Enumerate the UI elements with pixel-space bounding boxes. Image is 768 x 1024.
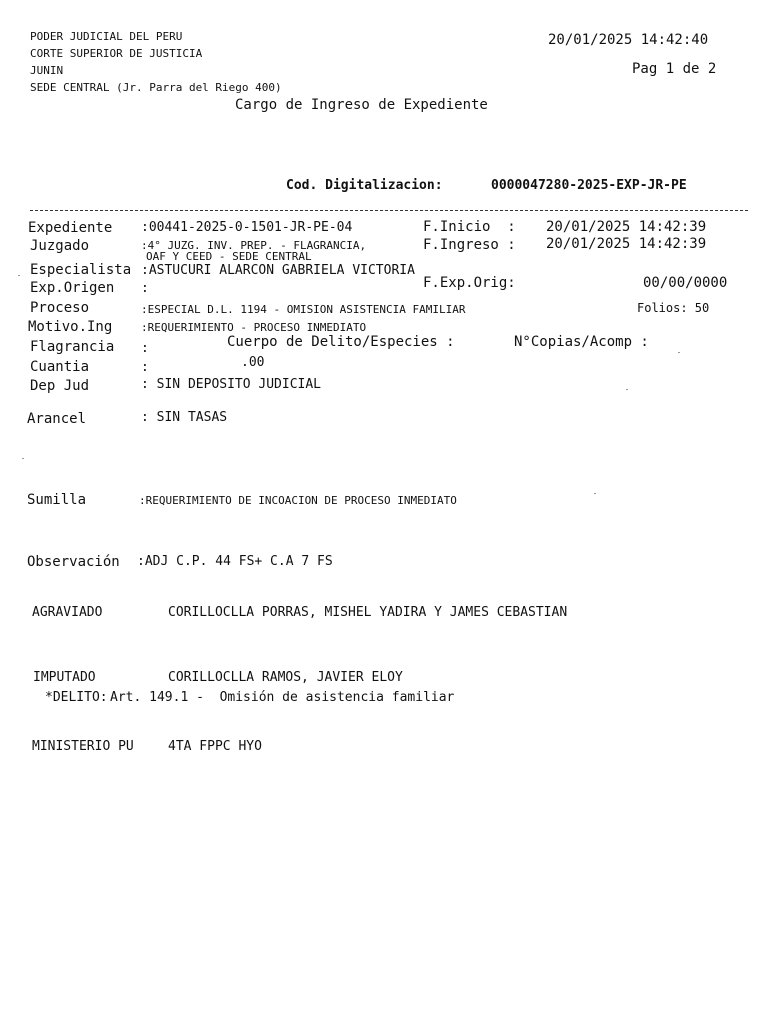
f-exp-orig-label: F.Exp.Orig: [423, 275, 516, 291]
f-exp-orig-value: 00/00/0000 [643, 275, 728, 291]
digitalizacion-value: 0000047280-2025-EXP-JR-PE [491, 178, 687, 193]
juzgado-label: Juzgado [30, 238, 90, 254]
cuerpo-delito-label: Cuerpo de Delito/Especies : [227, 334, 455, 350]
separator-line [30, 210, 748, 211]
motivo-ing-label: Motivo.Ing [28, 319, 113, 335]
delito-value: Art. 149.1 - Omisión de asistencia familiar [110, 690, 455, 705]
juzgado-value: :4° JUZG. INV. PREP. - FLAGRANCIA, [141, 239, 367, 252]
print-datetime: 20/01/2025 14:42:40 [548, 32, 709, 48]
delito-label: *DELITO: [45, 690, 108, 705]
exp-origen-label: Exp.Origen [30, 280, 115, 296]
cuantia-label: Cuantia [30, 359, 90, 375]
sumilla-value: :REQUERIMIENTO DE INCOACION DE PROCESO INMEDIATO [139, 494, 457, 507]
f-ingreso-value: 20/01/2025 14:42:39 [546, 236, 707, 252]
proceso-label: Proceso [30, 300, 90, 316]
flagrancia-value: : [141, 341, 149, 356]
imputado-value: CORILLOCLLA RAMOS, JAVIER ELOY [168, 670, 403, 685]
agraviado-label: AGRAVIADO [32, 605, 103, 620]
f-inicio-value: 20/01/2025 14:42:39 [546, 219, 707, 235]
imputado-label: IMPUTADO [33, 670, 96, 685]
scan-speck [626, 389, 628, 390]
expediente-value: :00441-2025-0-1501-JR-PE-04 [141, 220, 353, 235]
dep-jud-label: Dep Jud [30, 378, 90, 394]
juzgado-value-2: OAF Y CEED - SEDE CENTRAL [146, 250, 312, 263]
digitalizacion-label: Cod. Digitalizacion: [286, 178, 443, 193]
scan-speck [678, 352, 680, 353]
org-line-4: SEDE CENTRAL (Jr. Parra del Riego 400) [30, 81, 282, 94]
scan-speck [18, 275, 20, 276]
folios: Folios: 50 [637, 301, 710, 315]
cuantia-value: .00 [241, 355, 265, 370]
proceso-value: :ESPECIAL D.L. 1194 - OMISION ASISTENCIA FAMILIAR [141, 303, 466, 316]
arancel-label: Arancel [27, 411, 87, 427]
observacion-value: :ADJ C.P. 44 FS+ C.A 7 FS [137, 554, 333, 569]
scan-speck [594, 493, 596, 494]
especialista-value: :ASTUCURI ALARCON GABRIELA VICTORIA [141, 263, 415, 278]
copias-acomp-label: N°Copias/Acomp : [514, 334, 649, 350]
ministerio-label: MINISTERIO PU [32, 739, 134, 754]
f-ingreso-label: F.Ingreso : [423, 237, 516, 253]
dep-jud-value: : SIN DEPOSITO JUDICIAL [141, 377, 322, 392]
org-line-3: JUNIN [30, 64, 64, 77]
agraviado-value: CORILLOCLLA PORRAS, MISHEL YADIRA Y JAMES CEBASTIAN [168, 605, 568, 620]
scan-speck [22, 458, 24, 459]
org-line-1: PODER JUDICIAL DEL PERU [30, 30, 183, 43]
page-number: Pag 1 de 2 [632, 61, 717, 77]
document-title: Cargo de Ingreso de Expediente [235, 97, 488, 113]
sumilla-label: Sumilla [27, 492, 87, 508]
especialista-label: Especialista [30, 262, 132, 278]
exp-origen-value: : [141, 281, 149, 296]
org-line-2: CORTE SUPERIOR DE JUSTICIA [30, 47, 203, 60]
motivo-ing-value: :REQUERIMIENTO - PROCESO INMEDIATO [141, 321, 367, 334]
arancel-value: : SIN TASAS [141, 410, 228, 425]
f-inicio-label: F.Inicio : [423, 219, 516, 235]
expediente-label: Expediente [28, 220, 113, 236]
observacion-label: Observación [27, 554, 120, 570]
flagrancia-label: Flagrancia [30, 339, 115, 355]
cuantia-colon: : [141, 360, 149, 375]
ministerio-value: 4TA FPPC HYO [168, 739, 262, 754]
